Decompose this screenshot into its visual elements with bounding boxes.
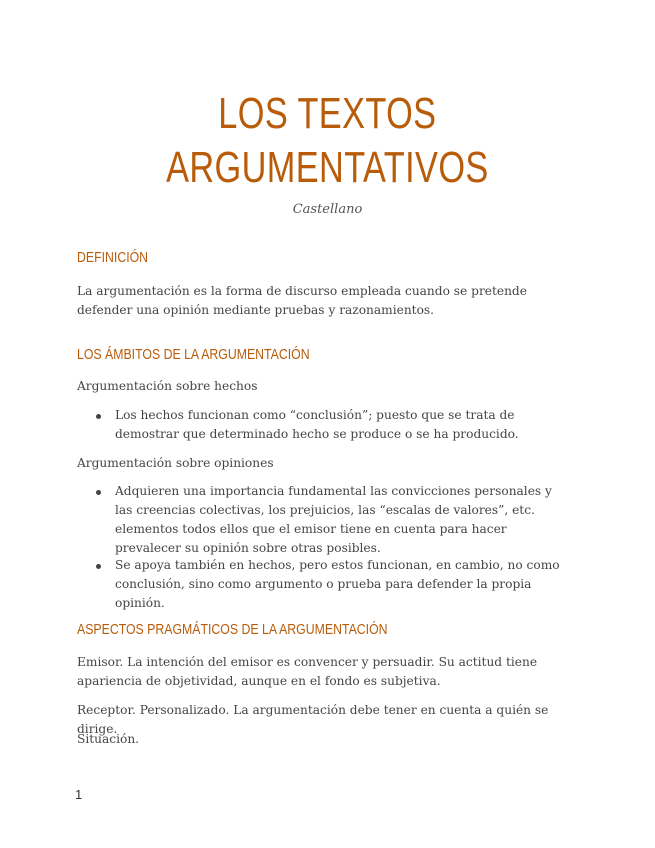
heading-definicion: DEFINICIÓN: [77, 249, 149, 266]
heading-pragmaticos: ASPECTOS PRAGMÁTICOS DE LA ARGUMENTACIÓN: [77, 621, 388, 638]
title-line-1: LOS TEXTOS: [218, 89, 437, 138]
paragraph-definicion: La argumentación es la forma de discurso empleada cuando se pretende defender una opinión mediante pruebas y razonamientos.: [77, 284, 527, 317]
subtitle: Castellano: [292, 202, 363, 217]
title-line-2: ARGUMENTATIVOS: [166, 143, 489, 192]
heading-ambitos: LOS ÁMBITOS DE LA ARGUMENTACIÓN: [77, 346, 310, 363]
bullet-opiniones-1: Adquieren una importancia fundamental las convicciones personales y las creencias colectivas, los prejuicios, las “escalas de valores”, etc. elementos todos ellos que el emisor tiene en cuenta para hacer prevalecer su opinión sobre otras posibles.: [115, 484, 552, 555]
paragraph-situacion: Situación.: [77, 732, 140, 746]
bullet-opiniones-2: Se apoya también en hechos, pero estos funcionan, en cambio, no como conclusión, sino como argumento o prueba para defender la propia opinión.: [115, 558, 560, 610]
paragraph-emisor: Emisor. La intención del emisor es convencer y persuadir. Su actitud tiene apariencia de objetividad, aunque en el fondo es subjetiva.: [77, 655, 538, 688]
bullet-hechos-1: Los hechos funcionan como “conclusión”; puesto que se trata de demostrar que determinado hecho se produce o se ha producido.: [115, 408, 519, 441]
label-argumentacion-hechos: Argumentación sobre hechos: [77, 379, 258, 393]
paragraph-receptor: Receptor. Personalizado. La argumentación debe tener en cuenta a quién se dirige.: [77, 703, 549, 736]
bullet-dot: [96, 564, 101, 569]
page-number: 1: [75, 787, 83, 802]
label-argumentacion-opiniones: Argumentación sobre opiniones: [77, 456, 274, 470]
bullet-dot: [96, 414, 101, 419]
bullet-dot: [96, 490, 101, 495]
